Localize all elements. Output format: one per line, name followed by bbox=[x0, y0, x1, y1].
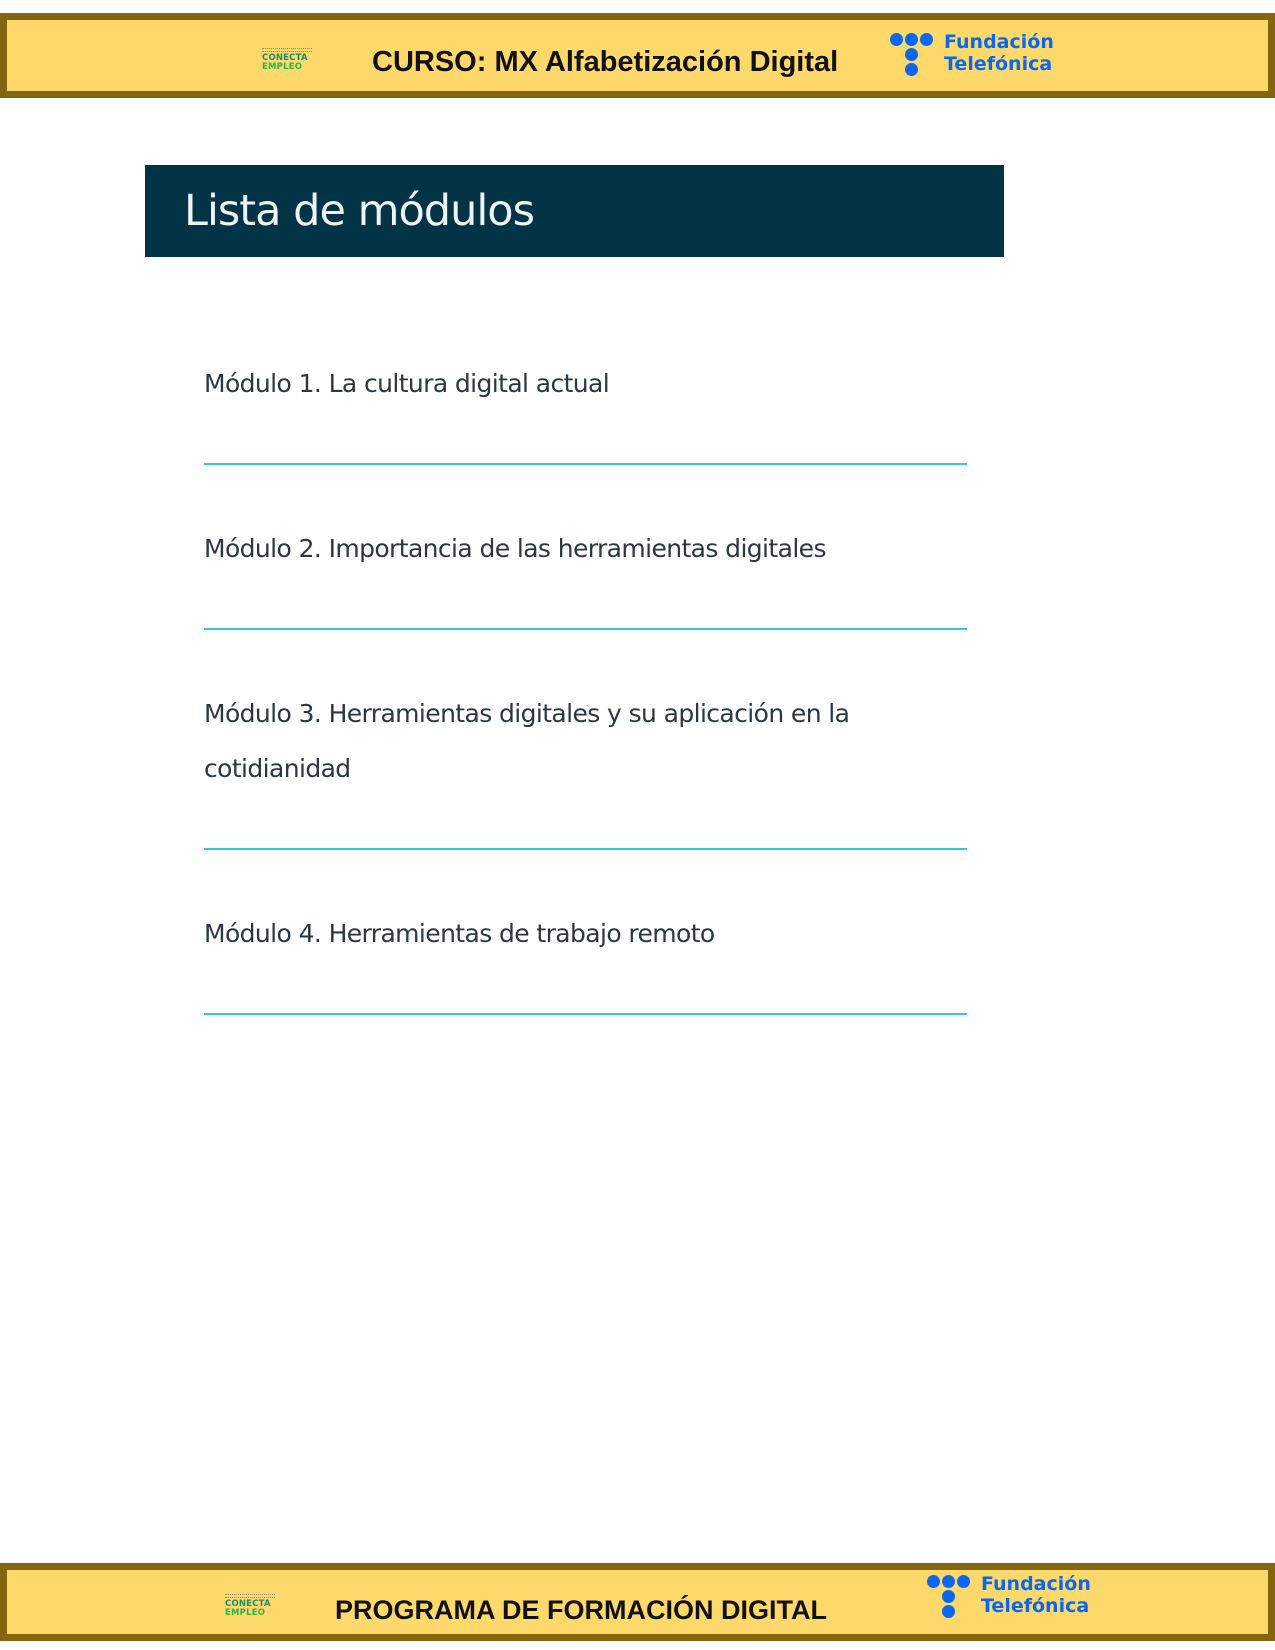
fundacion-telefonica-dots-icon bbox=[890, 33, 936, 79]
module-list-title: Lista de módulos bbox=[184, 186, 535, 236]
module-link-4[interactable]: Módulo 4. Herramientas de trabajo remoto bbox=[204, 919, 715, 948]
fundacion-telefonica-logo bbox=[927, 1575, 1091, 1621]
program-title: PROGRAMA DE FORMACIÓN DIGITAL bbox=[335, 1595, 827, 1625]
course-title: CURSO: MX Alfabetización Digital bbox=[372, 46, 839, 78]
fundacion-telefonica-logo bbox=[890, 33, 1054, 79]
logo-telefonica-text: Telefónica bbox=[944, 53, 1053, 75]
conecta-empleo-logo bbox=[262, 48, 312, 71]
logo-line-1: CONECTA bbox=[225, 1599, 271, 1609]
logo-fundacion-text: Fundación bbox=[981, 1573, 1091, 1595]
conecta-empleo-logo bbox=[225, 1594, 275, 1617]
module-item-3[interactable] bbox=[204, 670, 967, 850]
logo-line-2: EMPLEO bbox=[262, 61, 303, 72]
module-item-4[interactable] bbox=[204, 890, 967, 1015]
logo-line-1: CONECTA bbox=[262, 53, 308, 63]
module-item-1[interactable] bbox=[204, 340, 967, 465]
module-link-2[interactable]: Módulo 2. Importancia de las herramientas digitales bbox=[204, 534, 826, 563]
module-link-1[interactable]: Módulo 1. La cultura digital actual bbox=[204, 369, 610, 398]
logo-small-text bbox=[262, 48, 312, 52]
module-item-2[interactable] bbox=[204, 505, 967, 630]
module-link-3[interactable]: Módulo 3. Herramientas digitales y su aplicación en la cotidianidad bbox=[204, 699, 850, 783]
logo-telefonica-text: Telefónica bbox=[981, 1595, 1090, 1617]
module-list-header bbox=[145, 165, 1004, 257]
logo-fundacion-text: Fundación bbox=[944, 31, 1054, 53]
logo-line-2: EMPLEO bbox=[225, 1607, 266, 1618]
page-header-band bbox=[0, 13, 1275, 98]
fundacion-telefonica-dots-icon bbox=[927, 1575, 973, 1621]
module-list bbox=[204, 340, 967, 1055]
page-footer-band bbox=[0, 1563, 1275, 1641]
logo-small-text bbox=[225, 1594, 275, 1598]
